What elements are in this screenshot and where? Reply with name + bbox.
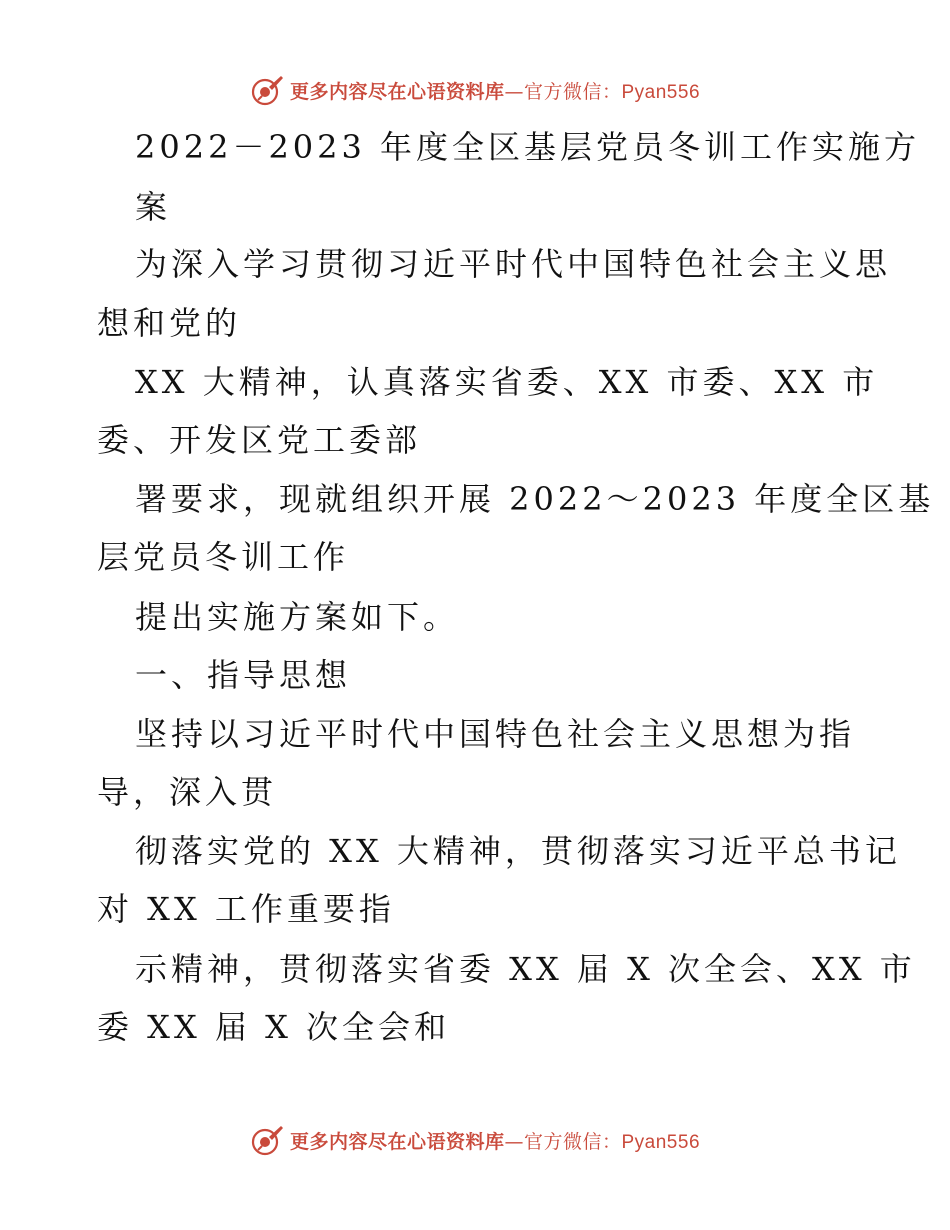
body-line: 对 XX 工作重要指 <box>97 890 395 928</box>
title-line-2: 案 <box>135 188 172 226</box>
body-line: 委、开发区党工委部 <box>97 421 422 459</box>
body-line: 彻落实党的 XX 大精神，贯彻落实习近平总书记 <box>135 832 901 870</box>
title-line-1: 2022－2023 年度全区基层党员冬训工作实施方 <box>135 128 921 166</box>
watermark-main: 更多内容尽在心语资料库 <box>289 1130 505 1153</box>
watermark-text <box>290 77 700 104</box>
section-heading: 一、指导思想 <box>135 656 352 694</box>
body-line: 示精神，贯彻落实省委 XX 届 X 次全会、XX 市 <box>135 950 916 988</box>
body-line: 坚持以习近平时代中国特色社会主义思想为指 <box>135 715 856 753</box>
body-line: 层党员冬训工作 <box>97 538 350 576</box>
body-line: 想和党的 <box>97 304 242 342</box>
watermark-separator: — <box>504 80 524 103</box>
watermark-wechat-label: 官方微信： <box>523 1130 622 1153</box>
quill-seal-icon <box>250 73 284 107</box>
watermark-text <box>290 1127 700 1154</box>
body-line: 署要求，现就组织开展 2022～2023 年度全区基 <box>135 480 935 518</box>
watermark-wechat-label: 官方微信： <box>523 80 622 103</box>
watermark-wechat-id: Pyan556 <box>621 81 701 103</box>
watermark-main: 更多内容尽在心语资料库 <box>289 80 505 103</box>
body-line: 提出实施方案如下。 <box>135 598 460 636</box>
body-line: 委 XX 届 X 次全会和 <box>97 1008 451 1046</box>
quill-seal-icon <box>250 1123 284 1157</box>
watermark-wechat-id: Pyan556 <box>621 1131 701 1153</box>
body-line: XX 大精神，认真落实省委、XX 市委、XX 市 <box>135 363 879 401</box>
watermark-separator: — <box>504 1130 524 1153</box>
watermark-header <box>0 70 950 110</box>
watermark-footer <box>0 1120 950 1160</box>
body-line: 导，深入贯 <box>97 773 278 811</box>
body-line: 为深入学习贯彻习近平时代中国特色社会主义思 <box>135 245 892 283</box>
